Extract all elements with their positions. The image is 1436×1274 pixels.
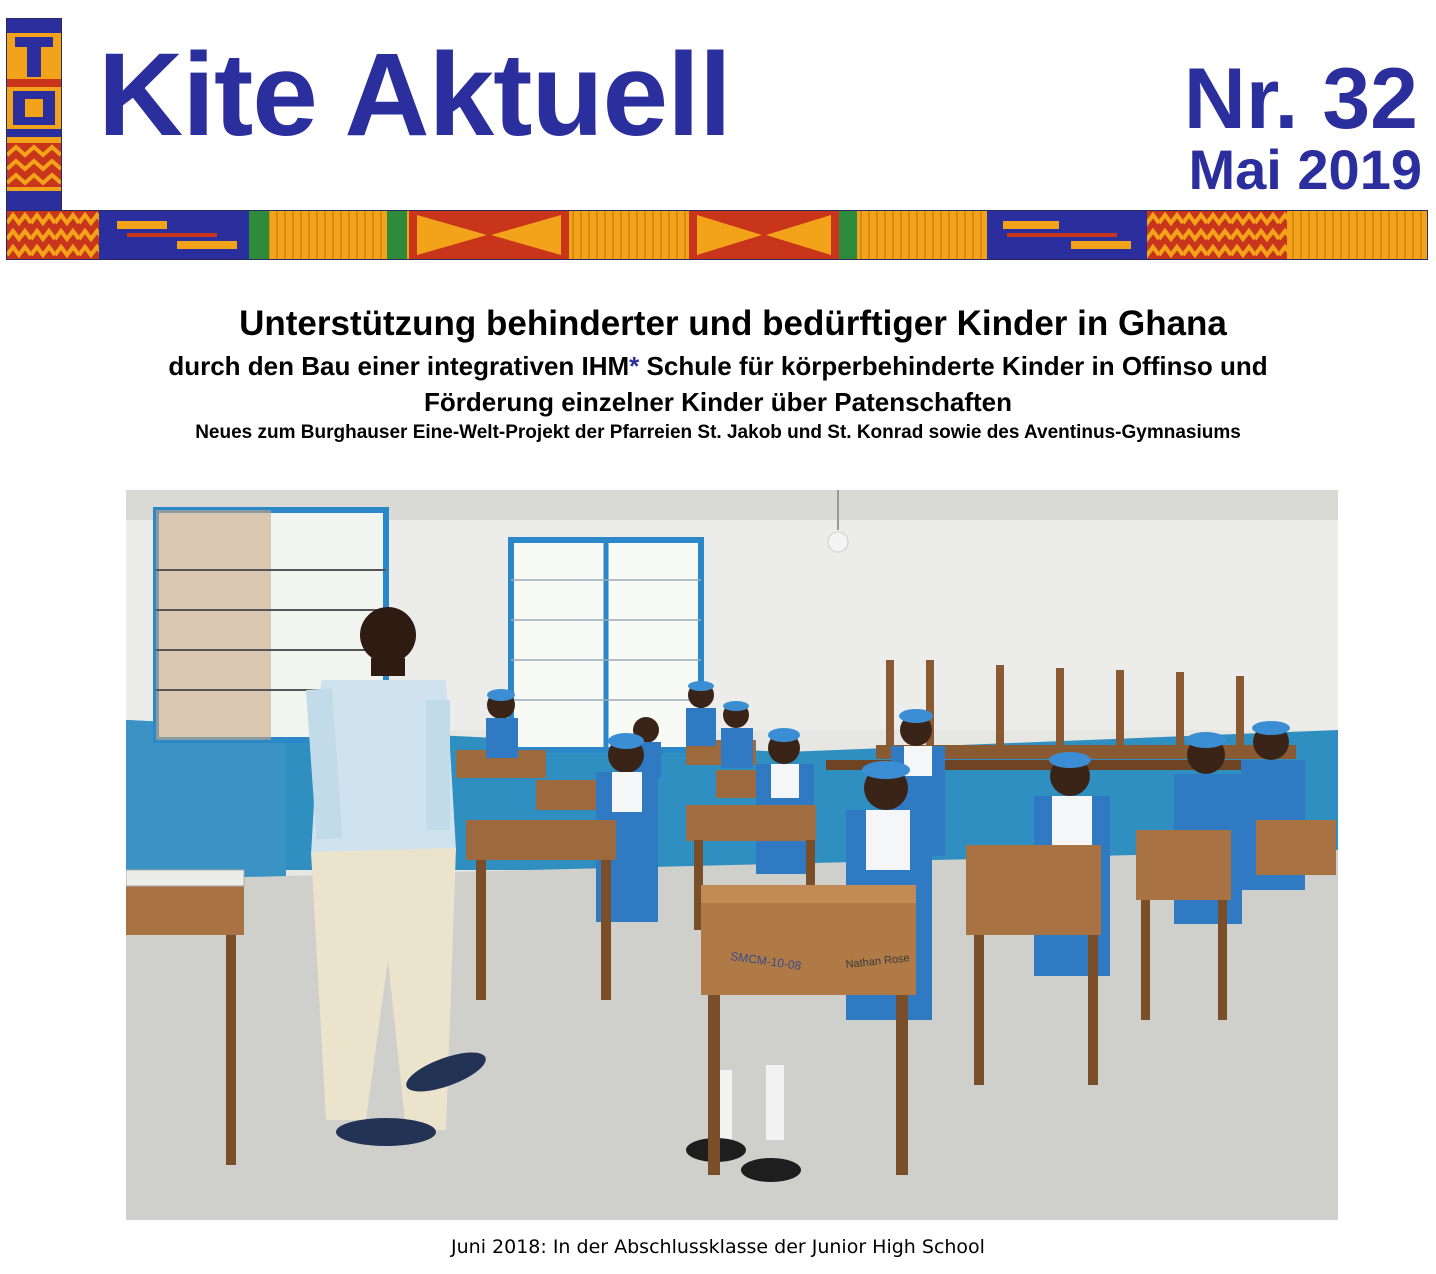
photo-caption: Juni 2018: In der Abschlussklasse der Junior High School <box>451 1236 985 1258</box>
masthead-title: Kite Aktuell <box>98 29 731 161</box>
subheadline-part-1: durch den Bau einer integrativen IHM <box>168 351 630 381</box>
kente-pattern-band <box>6 210 1428 260</box>
article-subheadline-line-2: Förderung einzelner Kinder über Patenschaften <box>424 387 1012 417</box>
footnote-asterisk: * <box>629 351 640 381</box>
article-tagline: Neues zum Burghauser Eine-Welt-Projekt der Pfarreien St. Jakob und St. Konrad sowie des Aventinus-Gymnasiums <box>195 422 1241 443</box>
article-headline: Unterstützung behinderter und bedürftiger Kinder in Ghana <box>239 304 1227 343</box>
kente-pattern-vertical <box>6 18 62 212</box>
article-header <box>0 300 1436 446</box>
desk-label-code: SMCM-10-08 <box>729 949 803 973</box>
issue-number: Nr. 32 <box>1183 51 1418 147</box>
issue-date: Mai 2019 <box>1188 138 1422 201</box>
article-subheadline <box>0 348 1436 384</box>
classroom-photo <box>126 490 1338 1220</box>
desk-label-name: Nathan Rose <box>845 952 911 971</box>
subheadline-part-2: Schule für körperbehinderte Kinder in Offinso und <box>639 351 1268 381</box>
